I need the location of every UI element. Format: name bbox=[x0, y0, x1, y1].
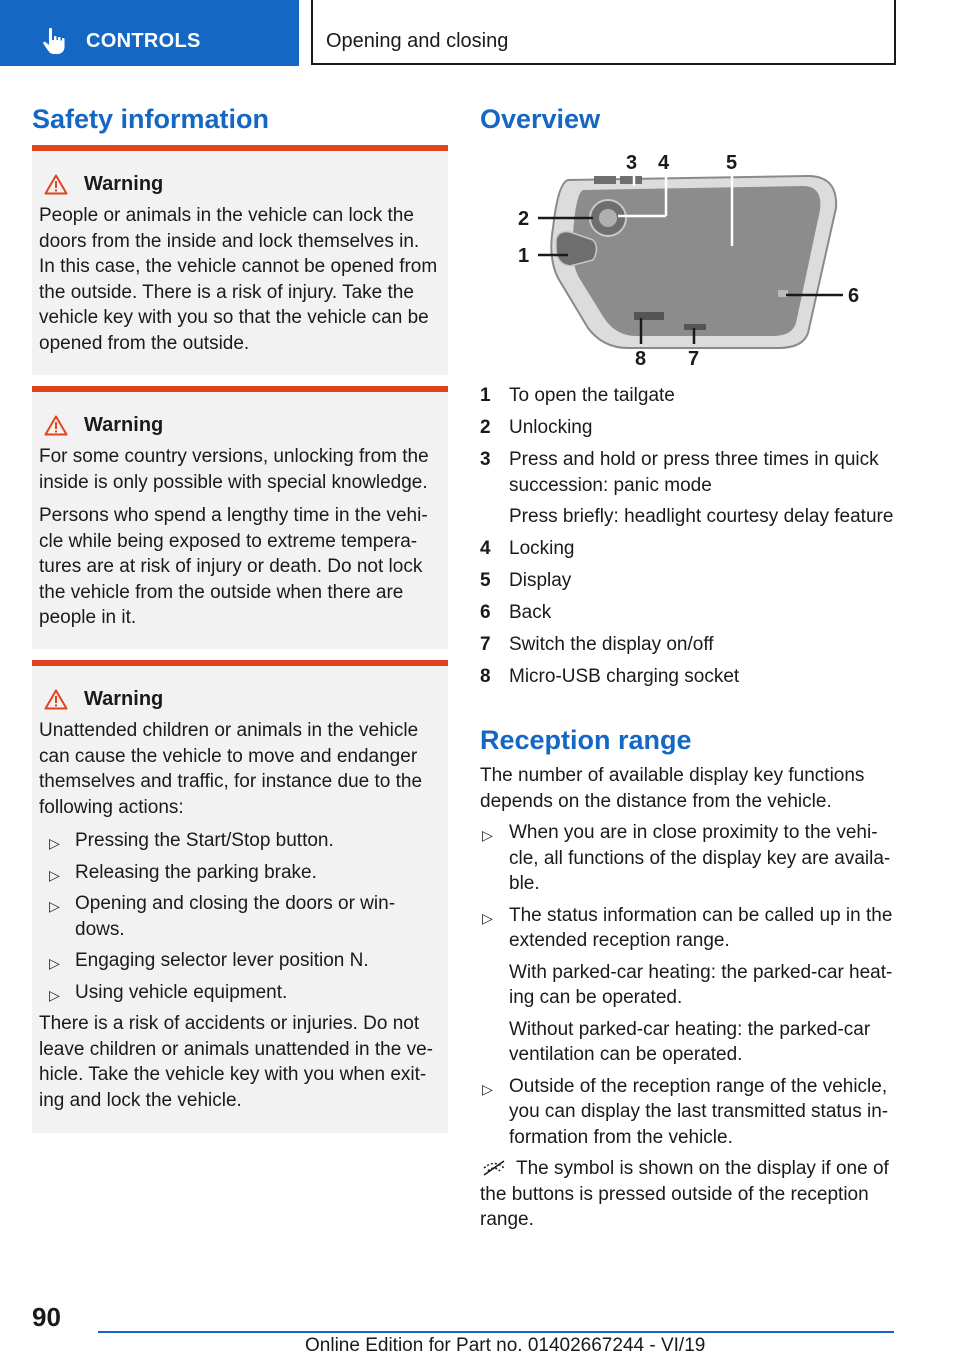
warning-bullet-list bbox=[39, 828, 440, 1005]
callout-label: 1 bbox=[518, 245, 530, 267]
warning-text: Unattended children or animals in the vehicle can cause the vehicle to move and endanger themselves and traffic, for instance due to the following actions: bbox=[39, 720, 423, 818]
safety-heading: Safety information bbox=[32, 104, 270, 134]
legend-item: 2 Unlocking bbox=[480, 417, 593, 438]
callout-label: 7 bbox=[688, 348, 700, 370]
triangle-bullet-icon: ▷ bbox=[49, 955, 60, 971]
triangle-bullet-icon: ▷ bbox=[49, 866, 60, 883]
reception-list bbox=[480, 820, 900, 1156]
triangle-bullet-icon: ▷ bbox=[482, 1080, 493, 1097]
page-number: 90 bbox=[32, 1302, 61, 1332]
warning-triangle-icon bbox=[44, 174, 68, 195]
header-underline bbox=[311, 63, 896, 65]
warning-title: Warning bbox=[84, 413, 164, 436]
list-item: ▷ When you are in close proximity to the vehi-cle, all functions of the display key are availa-ble. bbox=[482, 822, 891, 894]
warning-title: Warning bbox=[84, 687, 164, 710]
triangle-bullet-icon: ▷ bbox=[49, 898, 60, 914]
legend-item: 7 Switch the display on/off bbox=[480, 634, 714, 655]
header-divider-right bbox=[894, 0, 896, 64]
callout-label: 2 bbox=[518, 208, 530, 230]
out-of-range-icon bbox=[480, 1159, 508, 1177]
symbol-note: The symbol is shown on the display if one of the buttons is pressed outside of the reception range. bbox=[480, 1158, 889, 1230]
reception-intro: The number of available display key functions depends on the distance from the vehicle. bbox=[480, 765, 865, 812]
overview-legend bbox=[480, 383, 900, 696]
header-divider bbox=[311, 0, 313, 64]
overview-heading: Overview bbox=[480, 104, 601, 134]
section-title: Opening and closing bbox=[326, 30, 509, 52]
warning-text: Persons who spend a lengthy time in the vehi-cle while being exposed to extreme tempera-tures are at risk of injury or death. Do not lock the vehicle from the outside when there are people in it. bbox=[39, 505, 428, 628]
callout-label: 5 bbox=[726, 152, 738, 174]
list-item: ▷ Opening and closing the doors or win-dows. bbox=[49, 893, 396, 940]
triangle-bullet-icon: ▷ bbox=[49, 835, 60, 851]
warning-text: For some country versions, unlocking from the inside is only possible with special knowledge. bbox=[39, 446, 429, 493]
list-item: ▷ Releasing the parking brake. bbox=[39, 860, 440, 886]
list-item: ▷ Engaging selector lever position N. bbox=[39, 948, 440, 974]
legend-item: 1 To open the tailgate bbox=[480, 385, 675, 406]
warning-text: There is a risk of accidents or injuries. Do not leave children or animals unattended in the ve-hicle. Take the vehicle key with you when exit-ing and lock the vehicle. bbox=[39, 1013, 433, 1111]
list-item: ▷ Using vehicle equipment. bbox=[39, 980, 440, 1006]
warning-box-3 bbox=[32, 660, 448, 1133]
display-key-illustration bbox=[508, 148, 868, 373]
warning-triangle-icon bbox=[44, 689, 68, 710]
pointing-hand-icon bbox=[40, 26, 70, 56]
callout-label: 3 bbox=[626, 152, 638, 174]
footer-rule bbox=[98, 1331, 894, 1333]
warning-text: People or animals in the vehicle can lock the doors from the inside and lock themselves in. In this case, the vehicle cannot be opened from the outside. There is a risk of injury. Take the vehicle key with you so that the vehicle can be opened from the outside. bbox=[39, 205, 438, 354]
warning-title: Warning bbox=[84, 172, 164, 195]
callout-label: 4 bbox=[658, 152, 670, 174]
legend-item: 3 Press and hold or press three times in quick succession: panic mode Press briefly: headlight courtesy delay feature bbox=[480, 449, 894, 527]
list-item: ▷ Outside of the reception range of the vehicle, you can display the last transmitted status in-formation from the vehicle. bbox=[482, 1075, 889, 1148]
legend-item: 5 Display bbox=[480, 570, 572, 591]
legend-item: 8 Micro-USB charging socket bbox=[480, 666, 740, 687]
triangle-bullet-icon: ▷ bbox=[482, 909, 493, 926]
legend-item: 4 Locking bbox=[480, 538, 575, 559]
warning-box-1 bbox=[32, 145, 448, 375]
callout-label: 8 bbox=[635, 348, 647, 370]
warning-triangle-icon bbox=[44, 415, 68, 436]
legend-item: 6 Back bbox=[480, 602, 552, 623]
edition-note: Online Edition for Part no. 01402667244 - VI/19 bbox=[305, 1335, 706, 1356]
chapter-tab[interactable] bbox=[0, 0, 299, 66]
chapter-title: CONTROLS bbox=[86, 30, 201, 52]
triangle-bullet-icon: ▷ bbox=[49, 986, 60, 1003]
callout-label: 6 bbox=[848, 285, 860, 307]
reception-heading: Reception range bbox=[480, 725, 692, 755]
list-item: ▷ Pressing the Start/Stop button. bbox=[39, 828, 440, 854]
triangle-bullet-icon: ▷ bbox=[482, 827, 493, 843]
warning-box-2 bbox=[32, 386, 448, 649]
list-item: ▷ The status information can be called up in the extended reception range. With parked-car heating: the parked-car heat-ing can be operated. Without parked-car heating: the parked-car ventilation can be operated. bbox=[482, 904, 893, 1065]
